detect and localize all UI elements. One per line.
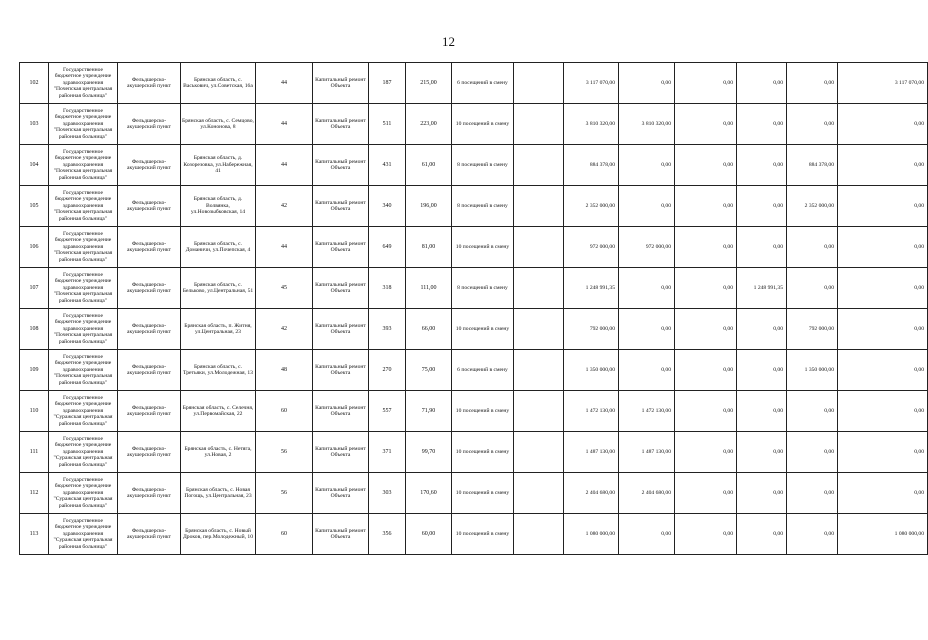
empty-cell <box>514 104 564 145</box>
table-row <box>20 104 928 145</box>
page-number: 12 <box>442 34 455 49</box>
area-cell: 71,90 <box>406 391 452 432</box>
funding-year-3-cell: 0,00 <box>737 309 787 350</box>
row-number-cell: 109 <box>20 350 49 391</box>
institution-cell: Государственное бюджетное учреждение здравоохранения "Суражская центральная районная больница" <box>49 473 118 514</box>
population-cell: 511 <box>369 104 406 145</box>
funding-year-5-cell: 0,00 <box>838 473 928 514</box>
funding-year-1-cell: 0,00 <box>619 145 675 186</box>
population-cell: 270 <box>369 350 406 391</box>
empty-cell <box>514 227 564 268</box>
funding-year-3-cell: 0,00 <box>737 145 787 186</box>
total-amount-cell: 884 378,00 <box>564 145 619 186</box>
funding-year-3-cell: 0,00 <box>737 186 787 227</box>
empty-cell <box>514 309 564 350</box>
population-cell: 371 <box>369 432 406 473</box>
empty-cell <box>514 514 564 555</box>
visits-per-shift-cell: 10 посещений в смену <box>452 391 514 432</box>
work-type-cell: Капитальный ремонт Объекта <box>313 268 369 309</box>
table-row <box>20 145 928 186</box>
work-type-cell: Капитальный ремонт Объекта <box>313 432 369 473</box>
funding-year-1-cell: 0,00 <box>619 350 675 391</box>
table-row <box>20 514 928 555</box>
funding-year-4-cell: 0,00 <box>787 268 838 309</box>
table-row <box>20 309 928 350</box>
funding-year-5-cell: 1 080 000,00 <box>838 514 928 555</box>
funding-year-2-cell: 0,00 <box>675 309 737 350</box>
visits-per-shift-cell: 10 посещений в смену <box>452 227 514 268</box>
address-cell: Брянская область, п. Житня, ул.Центральная, 23 <box>181 309 256 350</box>
funding-year-3-cell: 1 248 991,35 <box>737 268 787 309</box>
work-type-cell: Капитальный ремонт Объекта <box>313 104 369 145</box>
visits-per-shift-cell: 10 посещений в смену <box>452 514 514 555</box>
funding-year-1-cell: 0,00 <box>619 514 675 555</box>
population-cell: 557 <box>369 391 406 432</box>
address-cell: Брянская область, д. Козорезовка, ул.Набережная, 41 <box>181 145 256 186</box>
address-cell: Брянская область, д. Волвянка, ул.Новозыбковская, 14 <box>181 186 256 227</box>
facility-type-cell: Фельдшерско-акушерский пункт <box>118 473 181 514</box>
institution-cell: Государственное бюджетное учреждение здравоохранения "Почепская центральная районная больница" <box>49 268 118 309</box>
funding-year-5-cell: 0,00 <box>838 268 928 309</box>
total-amount-cell: 3 117 070,00 <box>564 63 619 104</box>
area-cell: 170,60 <box>406 473 452 514</box>
empty-cell <box>514 473 564 514</box>
capacity-cell: 44 <box>256 104 313 145</box>
empty-cell <box>514 268 564 309</box>
row-number-cell: 104 <box>20 145 49 186</box>
funding-year-1-cell: 1 472 130,00 <box>619 391 675 432</box>
capacity-cell: 60 <box>256 514 313 555</box>
row-number-cell: 105 <box>20 186 49 227</box>
empty-cell <box>514 391 564 432</box>
table-row <box>20 227 928 268</box>
funding-year-5-cell: 0,00 <box>838 145 928 186</box>
total-amount-cell: 3 810 320,00 <box>564 104 619 145</box>
capacity-cell: 56 <box>256 473 313 514</box>
funding-year-3-cell: 0,00 <box>737 350 787 391</box>
area-cell: 81,00 <box>406 227 452 268</box>
row-number-cell: 106 <box>20 227 49 268</box>
total-amount-cell: 972 000,00 <box>564 227 619 268</box>
institution-cell: Государственное бюджетное учреждение здравоохранения "Суражская центральная районная больница" <box>49 514 118 555</box>
facility-type-cell: Фельдшерско-акушерский пункт <box>118 391 181 432</box>
funding-year-4-cell: 1 350 000,00 <box>787 350 838 391</box>
visits-per-shift-cell: 8 посещений в смену <box>452 186 514 227</box>
facility-type-cell: Фельдшерско-акушерский пункт <box>118 104 181 145</box>
work-type-cell: Капитальный ремонт Объекта <box>313 514 369 555</box>
funding-year-2-cell: 0,00 <box>675 432 737 473</box>
funding-year-4-cell: 2 352 000,00 <box>787 186 838 227</box>
table-row <box>20 350 928 391</box>
funding-year-1-cell: 2 404 680,00 <box>619 473 675 514</box>
row-number-cell: 108 <box>20 309 49 350</box>
funding-year-3-cell: 0,00 <box>737 391 787 432</box>
work-type-cell: Капитальный ремонт Объекта <box>313 309 369 350</box>
table-row <box>20 63 928 104</box>
funding-year-4-cell: 0,00 <box>787 473 838 514</box>
row-number-cell: 107 <box>20 268 49 309</box>
empty-cell <box>514 63 564 104</box>
capacity-cell: 44 <box>256 63 313 104</box>
funding-year-5-cell: 0,00 <box>838 104 928 145</box>
facility-type-cell: Фельдшерско-акушерский пункт <box>118 227 181 268</box>
capacity-cell: 42 <box>256 186 313 227</box>
address-cell: Брянская область, с. Нетяга, ул.Новая, 2 <box>181 432 256 473</box>
area-cell: 99,70 <box>406 432 452 473</box>
funding-year-4-cell: 0,00 <box>787 227 838 268</box>
empty-cell <box>514 432 564 473</box>
institution-cell: Государственное бюджетное учреждение здравоохранения "Почепская центральная районная больница" <box>49 145 118 186</box>
institution-cell: Государственное бюджетное учреждение здравоохранения "Почепская центральная районная больница" <box>49 227 118 268</box>
total-amount-cell: 2 352 000,00 <box>564 186 619 227</box>
address-cell: Брянская область, с. Селечня, ул.Первомайская, 22 <box>181 391 256 432</box>
capacity-cell: 42 <box>256 309 313 350</box>
population-cell: 318 <box>369 268 406 309</box>
institution-cell: Государственное бюджетное учреждение здравоохранения "Почепская центральная районная больница" <box>49 186 118 227</box>
funding-year-1-cell: 3 810 320,00 <box>619 104 675 145</box>
area-cell: 66,00 <box>406 309 452 350</box>
capacity-cell: 44 <box>256 227 313 268</box>
total-amount-cell: 1 248 991,35 <box>564 268 619 309</box>
visits-per-shift-cell: 8 посещений в смену <box>452 145 514 186</box>
funding-year-2-cell: 0,00 <box>675 268 737 309</box>
area-cell: 215,00 <box>406 63 452 104</box>
funding-year-2-cell: 0,00 <box>675 514 737 555</box>
table-row <box>20 432 928 473</box>
capacity-cell: 60 <box>256 391 313 432</box>
row-number-cell: 110 <box>20 391 49 432</box>
total-amount-cell: 1 487 130,00 <box>564 432 619 473</box>
funding-year-5-cell: 0,00 <box>838 227 928 268</box>
funding-year-5-cell: 0,00 <box>838 309 928 350</box>
work-type-cell: Капитальный ремонт Объекта <box>313 350 369 391</box>
row-number-cell: 103 <box>20 104 49 145</box>
work-type-cell: Капитальный ремонт Объекта <box>313 227 369 268</box>
row-number-cell: 111 <box>20 432 49 473</box>
funding-year-2-cell: 0,00 <box>675 104 737 145</box>
funding-year-4-cell: 0,00 <box>787 391 838 432</box>
capacity-cell: 48 <box>256 350 313 391</box>
funding-year-4-cell: 792 000,00 <box>787 309 838 350</box>
population-cell: 393 <box>369 309 406 350</box>
funding-year-4-cell: 0,00 <box>787 104 838 145</box>
total-amount-cell: 792 000,00 <box>564 309 619 350</box>
population-cell: 340 <box>369 186 406 227</box>
institution-cell: Государственное бюджетное учреждение здравоохранения "Почепская центральная районная больница" <box>49 309 118 350</box>
visits-per-shift-cell: 10 посещений в смену <box>452 309 514 350</box>
address-cell: Брянская область, с. Третьяки, ул.Молодежная, 13 <box>181 350 256 391</box>
funding-year-1-cell: 972 000,00 <box>619 227 675 268</box>
capacity-cell: 44 <box>256 145 313 186</box>
empty-cell <box>514 350 564 391</box>
facility-type-cell: Фельдшерско-акушерский пункт <box>118 145 181 186</box>
visits-per-shift-cell: 6 посещений в смену <box>452 63 514 104</box>
facility-type-cell: Фельдшерско-акушерский пункт <box>118 432 181 473</box>
funding-year-1-cell: 0,00 <box>619 268 675 309</box>
population-cell: 303 <box>369 473 406 514</box>
funding-year-5-cell: 0,00 <box>838 186 928 227</box>
visits-per-shift-cell: 10 посещений в смену <box>452 473 514 514</box>
funding-year-2-cell: 0,00 <box>675 145 737 186</box>
area-cell: 223,00 <box>406 104 452 145</box>
facility-type-cell: Фельдшерско-акушерский пункт <box>118 309 181 350</box>
institution-cell: Государственное бюджетное учреждение здравоохранения "Почепская центральная районная больница" <box>49 104 118 145</box>
area-cell: 75,00 <box>406 350 452 391</box>
total-amount-cell: 1 350 000,00 <box>564 350 619 391</box>
capacity-cell: 45 <box>256 268 313 309</box>
funding-year-4-cell: 0,00 <box>787 432 838 473</box>
facility-type-cell: Фельдшерско-акушерский пункт <box>118 350 181 391</box>
funding-year-2-cell: 0,00 <box>675 391 737 432</box>
funding-year-5-cell: 0,00 <box>838 391 928 432</box>
work-type-cell: Капитальный ремонт Объекта <box>313 391 369 432</box>
funding-year-2-cell: 0,00 <box>675 350 737 391</box>
funding-year-1-cell: 1 487 130,00 <box>619 432 675 473</box>
total-amount-cell: 1 472 130,00 <box>564 391 619 432</box>
facility-type-cell: Фельдшерско-акушерский пункт <box>118 514 181 555</box>
institution-cell: Государственное бюджетное учреждение здравоохранения "Суражская центральная районная больница" <box>49 391 118 432</box>
funding-year-2-cell: 0,00 <box>675 186 737 227</box>
table-row <box>20 268 928 309</box>
work-type-cell: Капитальный ремонт Объекта <box>313 63 369 104</box>
funding-year-3-cell: 0,00 <box>737 104 787 145</box>
total-amount-cell: 2 404 680,00 <box>564 473 619 514</box>
row-number-cell: 112 <box>20 473 49 514</box>
funding-year-3-cell: 0,00 <box>737 63 787 104</box>
area-cell: 196,00 <box>406 186 452 227</box>
empty-cell <box>514 145 564 186</box>
table-row <box>20 391 928 432</box>
funding-year-1-cell: 0,00 <box>619 309 675 350</box>
area-cell: 111,00 <box>406 268 452 309</box>
table-row <box>20 473 928 514</box>
work-type-cell: Капитальный ремонт Объекта <box>313 186 369 227</box>
total-amount-cell: 1 080 000,00 <box>564 514 619 555</box>
facilities-table <box>19 62 928 555</box>
facility-type-cell: Фельдшерско-акушерский пункт <box>118 63 181 104</box>
funding-year-1-cell: 0,00 <box>619 186 675 227</box>
visits-per-shift-cell: 10 посещений в смену <box>452 104 514 145</box>
facility-type-cell: Фельдшерско-акушерский пункт <box>118 268 181 309</box>
institution-cell: Государственное бюджетное учреждение здравоохранения "Почепская центральная районная больница" <box>49 350 118 391</box>
facility-type-cell: Фельдшерско-акушерский пункт <box>118 186 181 227</box>
address-cell: Брянская область, с. Новый Дроков, пер.Молодежный, 10 <box>181 514 256 555</box>
address-cell: Брянская область, с. Новая Погощь, ул.Центральная, 23 <box>181 473 256 514</box>
address-cell: Брянская область, с. Бельково, ул.Центральная, 51 <box>181 268 256 309</box>
funding-year-4-cell: 0,00 <box>787 63 838 104</box>
funding-year-4-cell: 884 378,00 <box>787 145 838 186</box>
visits-per-shift-cell: 10 посещений в смену <box>452 432 514 473</box>
population-cell: 356 <box>369 514 406 555</box>
funding-year-3-cell: 0,00 <box>737 514 787 555</box>
funding-year-3-cell: 0,00 <box>737 473 787 514</box>
institution-cell: Государственное бюджетное учреждение здравоохранения "Почепская центральная районная больница" <box>49 63 118 104</box>
address-cell: Брянская область, с. Семцово, ул.Кононова, 8 <box>181 104 256 145</box>
funding-year-5-cell: 3 117 070,00 <box>838 63 928 104</box>
funding-year-5-cell: 0,00 <box>838 350 928 391</box>
funding-year-3-cell: 0,00 <box>737 227 787 268</box>
table-row <box>20 186 928 227</box>
row-number-cell: 102 <box>20 63 49 104</box>
work-type-cell: Капитальный ремонт Объекта <box>313 473 369 514</box>
population-cell: 431 <box>369 145 406 186</box>
empty-cell <box>514 186 564 227</box>
institution-cell: Государственное бюджетное учреждение здравоохранения "Суражская центральная районная больница" <box>49 432 118 473</box>
visits-per-shift-cell: 8 посещений в смену <box>452 268 514 309</box>
population-cell: 187 <box>369 63 406 104</box>
area-cell: 60,00 <box>406 514 452 555</box>
funding-year-2-cell: 0,00 <box>675 473 737 514</box>
address-cell: Брянская область, с. Доманичи, ул.Почепская, 4 <box>181 227 256 268</box>
funding-year-2-cell: 0,00 <box>675 227 737 268</box>
row-number-cell: 113 <box>20 514 49 555</box>
funding-year-4-cell: 0,00 <box>787 514 838 555</box>
visits-per-shift-cell: 6 посещений в смену <box>452 350 514 391</box>
capacity-cell: 56 <box>256 432 313 473</box>
funding-year-2-cell: 0,00 <box>675 63 737 104</box>
funding-year-5-cell: 0,00 <box>838 432 928 473</box>
population-cell: 649 <box>369 227 406 268</box>
work-type-cell: Капитальный ремонт Объекта <box>313 145 369 186</box>
area-cell: 61,00 <box>406 145 452 186</box>
address-cell: Брянская область, с. Васькович, ул.Советская, 16а <box>181 63 256 104</box>
funding-year-3-cell: 0,00 <box>737 432 787 473</box>
funding-year-1-cell: 0,00 <box>619 63 675 104</box>
